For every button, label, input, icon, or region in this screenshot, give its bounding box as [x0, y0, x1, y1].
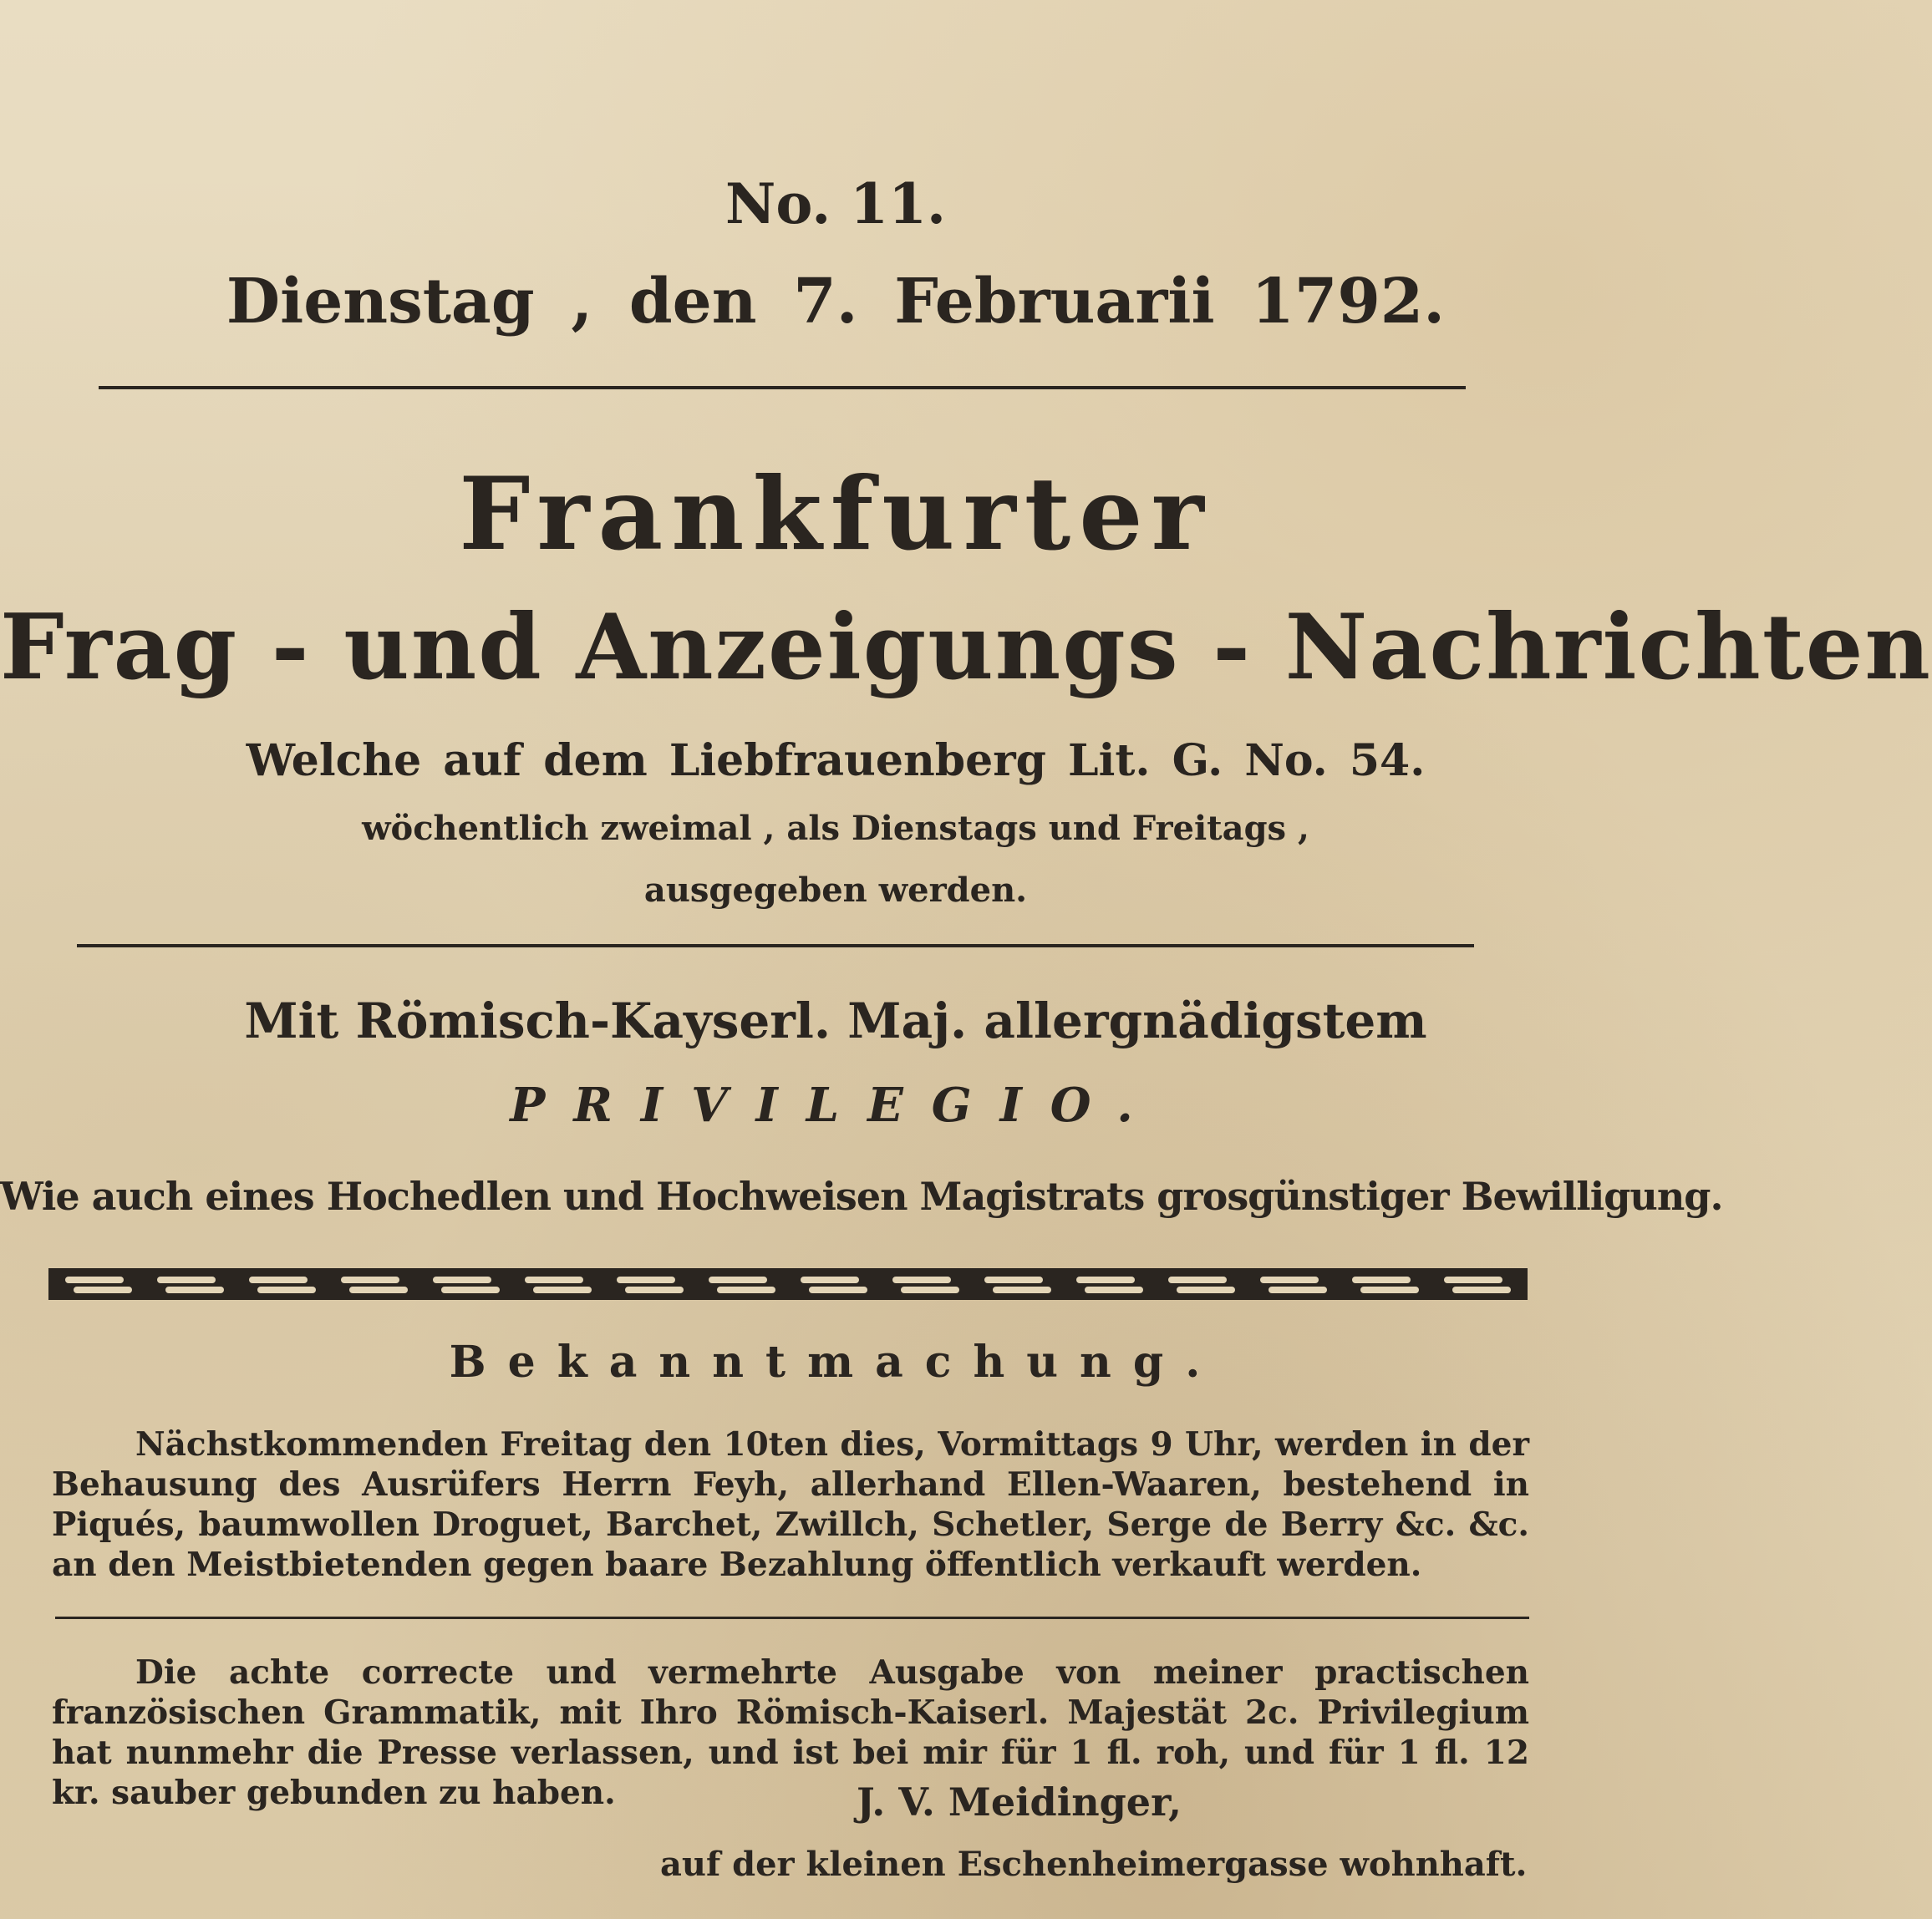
masthead-title-line2: Frag - und Anzeigungs - Nachrichten	[0, 595, 1932, 700]
privilege-line2: PRIVILEGIO.	[510, 1078, 1162, 1133]
publication-line1: Welche auf dem Liebfrauenberg Lit. G. No. 54.	[246, 735, 1426, 786]
ornamental-border	[48, 1263, 1528, 1305]
issue-number: No. 11.	[725, 171, 946, 236]
masthead-rule	[77, 944, 1474, 947]
top-rule	[99, 386, 1466, 389]
privilege-line3: Wie auch eines Hochedlen und Hochweisen Magistrats grosgünstiger Bewilligung.	[0, 1174, 1723, 1219]
notice-body: Nächstkommenden Freitag den 10ten dies, Vormittags 9 Uhr, werden in der Behausung des Ausrüfers Herrn Feyh, allerhand Ellen-Waaren, bestehend in Piqués, baumwollen Droguet, Barchet, Zwillch, Schetler, Serge de Berry &c. &c. an den Meistbietenden gegen baare Bezahlung öffentlich verkauft werden.	[52, 1425, 1529, 1584]
publication-line2: wöchentlich zweimal , als Dienstags und Freitags ,	[362, 809, 1309, 848]
privilege-line1: Mit Römisch-Kayserl. Maj. allergnädigstem	[244, 992, 1427, 1049]
advertisement-signer: J. V. Meidinger,	[857, 1779, 1182, 1825]
masthead-title-line1: Frankfurter	[459, 455, 1213, 573]
notice-heading: Bekanntmachung.	[449, 1337, 1223, 1388]
notice-rule	[55, 1617, 1529, 1619]
issue-date: Dienstag , den 7. Februarii 1792.	[226, 266, 1446, 338]
advertisement-address: auf der kleinen Eschenheimergasse wohnhaft.	[660, 1845, 1528, 1884]
publication-line3: ausgegeben werden.	[643, 871, 1028, 910]
advertisement-body: Die achte correcte und vermehrte Ausgabe von meiner practischen französischen Grammatik, mit Ihro Römisch-Kaiserl. Majestät 2c. Privilegium hat nunmehr die Presse verlassen, und ist bei mir für 1 fl. roh, und für 1 fl. 12 kr. sauber gebunden zu haben.	[52, 1653, 1529, 1812]
